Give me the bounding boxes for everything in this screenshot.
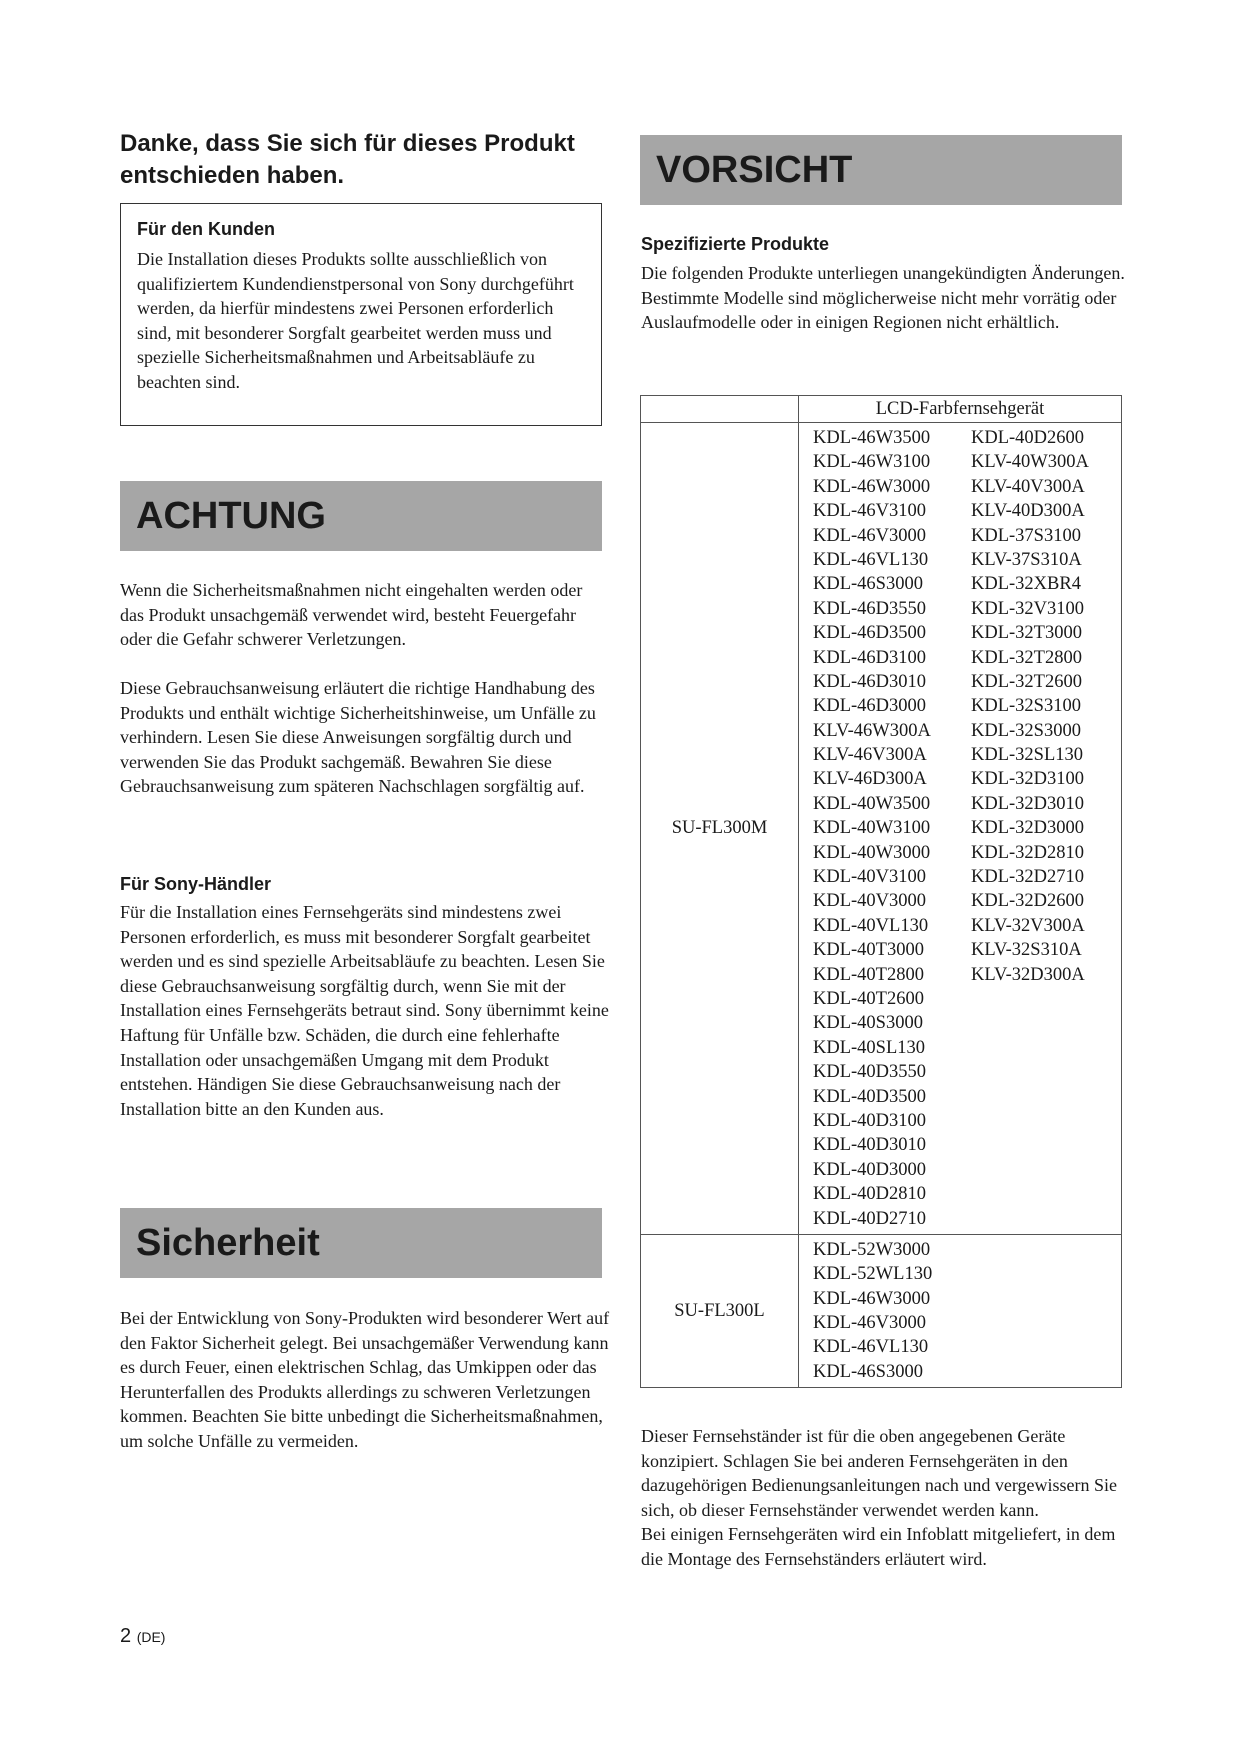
tv-model-item: KDL-32D2810 — [971, 842, 1085, 863]
customer-notice-title: Für den Kunden — [137, 219, 275, 239]
tv-model-column — [799, 1238, 971, 1384]
tv-model-item: KDL-32T3000 — [971, 623, 1082, 644]
tv-model-item: KDL-46S3000 — [813, 1361, 923, 1382]
stand-note-paragraph-1: Dieser Fernsehständer ist für die oben angegebenen Geräte konzipiert. Schlagen Sie bei anderen Fernsehgeräten in den dazugehörigen Bedienungsanleitungen nach und vergewissern Sie sich, ob dieser Fernsehständer verwendet werden kann. — [641, 1426, 1118, 1520]
tv-model-item: KDL-40T3000 — [813, 940, 924, 961]
tv-model-item: KLV-40D300A — [971, 501, 1085, 522]
tv-model-list-cell — [799, 423, 1122, 1235]
tv-model-item: KDL-32V3100 — [971, 598, 1085, 619]
tv-model-item: KDL-32D2710 — [971, 867, 1085, 888]
tv-model-item: KLV-46V300A — [813, 745, 927, 766]
tv-model-item: KDL-52WL130 — [813, 1264, 933, 1285]
tv-model-item: KDL-40VL130 — [813, 915, 929, 936]
language-code: (DE) — [136, 1629, 166, 1645]
tv-model-list-cell — [799, 1234, 1122, 1387]
tv-model-item: KDL-46D3550 — [813, 598, 927, 619]
tv-model-item: KDL-40D2810 — [813, 1184, 927, 1205]
sicherheit-banner: Sicherheit — [120, 1208, 602, 1278]
tv-model-item: KLV-32S310A — [971, 940, 1082, 961]
tv-model-item: KDL-40D3500 — [813, 1086, 927, 1107]
customer-notice-box — [120, 203, 602, 426]
tv-model-item: KDL-52W3000 — [813, 1239, 931, 1260]
tv-model-item: KDL-46D3010 — [813, 671, 927, 692]
vorsicht-banner: VORSICHT — [640, 135, 1122, 205]
tv-model-item: KDL-46D3500 — [813, 623, 927, 644]
tv-model-item: KDL-46W3500 — [813, 428, 931, 448]
table-header-lcd-tv: LCD-Farbfernsehgerät — [799, 396, 1122, 423]
tv-model-item: KLV-32D300A — [971, 964, 1085, 985]
tv-model-item: KDL-37S3100 — [971, 525, 1081, 546]
tv-model-item: KDL-40SL130 — [813, 1037, 926, 1058]
dealer-text: Für die Installation eines Fernsehgeräts sind mindestens zwei Personen erforderlich, es muss mit besonderer Sorgfalt gearbeitet werden und es sind spezielle Arbeitsabläufe zu beachten. Lesen Sie diese Gebrauchsanweisung sorgfältig durch, wenn Sie mit der Installation eines Fernsehgeräts betraut sind. Sony übernimmt keine Haftung für Unfälle bzw. Schäden, die durch eine fehlerhafte Installation oder unsachgemäßen Umgang mit dem Produkt entstehen. Händigen Sie diese Gebrauchsanweisung nach der Installation bitte an den Kunden aus. — [120, 902, 609, 1119]
tv-model-item: KDL-46D3100 — [813, 647, 927, 668]
tv-model-item: KDL-46W3000 — [813, 476, 931, 497]
tv-model-item: KDL-40T2600 — [813, 988, 924, 1009]
tv-model-item: KDL-40D3000 — [813, 1159, 927, 1180]
tv-model-column — [971, 1238, 1121, 1384]
tv-model-item: KDL-32S3100 — [971, 696, 1081, 717]
tv-model-item: KDL-32SL130 — [971, 745, 1084, 766]
tv-model-item: KDL-40D3550 — [813, 1062, 927, 1083]
customer-notice-text: Die Installation dieses Produkts sollte ausschließlich von qualifiziertem Kundendienstpersonal von Sony durchgeführt werden, da hierfür mindestens zwei Personen erforderlich sind, mit besonderer Sorgfalt gearbeitet werden muss und spezielle Sicherheitsmaßnahmen und Arbeitsabläufe zu beachten sind. — [137, 249, 574, 392]
tv-model-item: KDL-46W3100 — [813, 452, 931, 473]
tv-model-item: KDL-32S3000 — [971, 720, 1081, 741]
stand-compatibility-note — [641, 1424, 1131, 1572]
tv-model-item: KDL-40V3000 — [813, 891, 927, 912]
achtung-paragraph-2: Diese Gebrauchsanweisung erläutert die richtige Handhabung des Produkts und enthält wichtige Sicherheitshinweise, um Unfälle zu verhindern. Lesen Sie diese Anweisungen sorgfältig durch und verwenden Sie das Produkt sachgemäß. Bewahren Sie diese Gebrauchsanweisung zum späteren Nachschlagen sorgfältig auf. — [120, 678, 596, 797]
specified-products-heading: Spezifizierte Produkte — [641, 234, 830, 254]
table-row — [641, 1234, 1122, 1387]
tv-model-item: KDL-40V3100 — [813, 867, 927, 888]
tv-model-item: KDL-46S3000 — [813, 574, 923, 595]
tv-model-item: KLV-40W300A — [971, 452, 1089, 473]
page-number: 2 — [120, 1625, 132, 1647]
tv-model-item: KDL-40D2710 — [813, 1208, 927, 1229]
tv-model-item: KDL-40W3500 — [813, 793, 931, 814]
tv-model-item: KDL-40D3100 — [813, 1110, 927, 1131]
tv-model-item: KDL-32D3000 — [971, 818, 1085, 839]
tv-model-item: KDL-40W3000 — [813, 842, 931, 863]
tv-model-item: KDL-32T2800 — [971, 647, 1082, 668]
stand-note-paragraph-2: Bei einigen Fernsehgeräten wird ein Infoblatt mitgeliefert, in dem die Montage des Fernsehständers erläutert wird. — [641, 1524, 1116, 1569]
tv-model-item: KDL-46V3000 — [813, 1313, 927, 1334]
compatible-products-table — [640, 395, 1122, 1388]
tv-model-item: KDL-46D3000 — [813, 696, 927, 717]
dealer-heading: Für Sony-Händler — [120, 874, 272, 894]
tv-model-item: KDL-46VL130 — [813, 1337, 929, 1358]
table-row — [641, 423, 1122, 1235]
tv-model-column — [799, 426, 971, 1231]
tv-model-item: KDL-46V3100 — [813, 501, 927, 522]
safety-text: Bei der Entwicklung von Sony-Produkten wird besonderer Wert auf den Faktor Sicherheit gelegt. Bei unsachgemäßer Verwendung kann es durch Feuer, einen elektrischen Schlag, das Umkippen oder das Herunterfallen des Produkts allerdings zu schweren Verletzungen kommen. Beachten Sie bitte unbedingt die Sicherheitsmaßnahmen, um solche Unfälle zu vermeiden. — [120, 1308, 610, 1451]
stand-model-cell: SU-FL300L — [641, 1234, 799, 1387]
tv-model-item: KDL-46W3000 — [813, 1288, 931, 1309]
tv-model-item: KDL-40W3100 — [813, 818, 931, 839]
tv-model-item: KDL-32D3010 — [971, 793, 1085, 814]
tv-model-item: KLV-46D300A — [813, 769, 927, 790]
tv-model-item: KDL-32T2600 — [971, 671, 1082, 692]
page-title: Danke, dass Sie sich für dieses Produkt entschieden haben. — [120, 130, 575, 189]
tv-model-item: KDL-32XBR4 — [971, 574, 1081, 595]
specified-products-text: Die folgenden Produkte unterliegen unangekündigten Änderungen. Bestimmte Modelle sind möglicherweise nicht mehr vorrätig oder Auslaufmodelle oder in einigen Regionen nicht erhältlich. — [641, 263, 1125, 333]
tv-model-item: KLV-37S310A — [971, 549, 1082, 570]
tv-model-item: KDL-46VL130 — [813, 549, 929, 570]
table-header-blank — [641, 396, 799, 423]
tv-model-item: KLV-46W300A — [813, 720, 931, 741]
page-footer — [120, 1625, 165, 1648]
tv-model-item: KDL-40D2600 — [971, 428, 1085, 448]
tv-model-item: KDL-32D2600 — [971, 891, 1085, 912]
achtung-paragraph-1: Wenn die Sicherheitsmaßnahmen nicht eingehalten werden oder das Produkt unsachgemäß verwendet wird, besteht Feuergefahr oder die Gefahr schwerer Verletzungen. — [120, 580, 583, 650]
stand-model-cell: SU-FL300M — [641, 423, 799, 1235]
tv-model-item: KDL-46V3000 — [813, 525, 927, 546]
tv-model-item: KDL-40S3000 — [813, 1013, 923, 1034]
tv-model-item: KDL-32D3100 — [971, 769, 1085, 790]
tv-model-item: KDL-40D3010 — [813, 1135, 927, 1156]
tv-model-item: KLV-40V300A — [971, 476, 1085, 497]
tv-model-item: KLV-32V300A — [971, 915, 1085, 936]
achtung-banner: ACHTUNG — [120, 481, 602, 551]
tv-model-item: KDL-40T2800 — [813, 964, 924, 985]
tv-model-column — [971, 426, 1121, 1231]
